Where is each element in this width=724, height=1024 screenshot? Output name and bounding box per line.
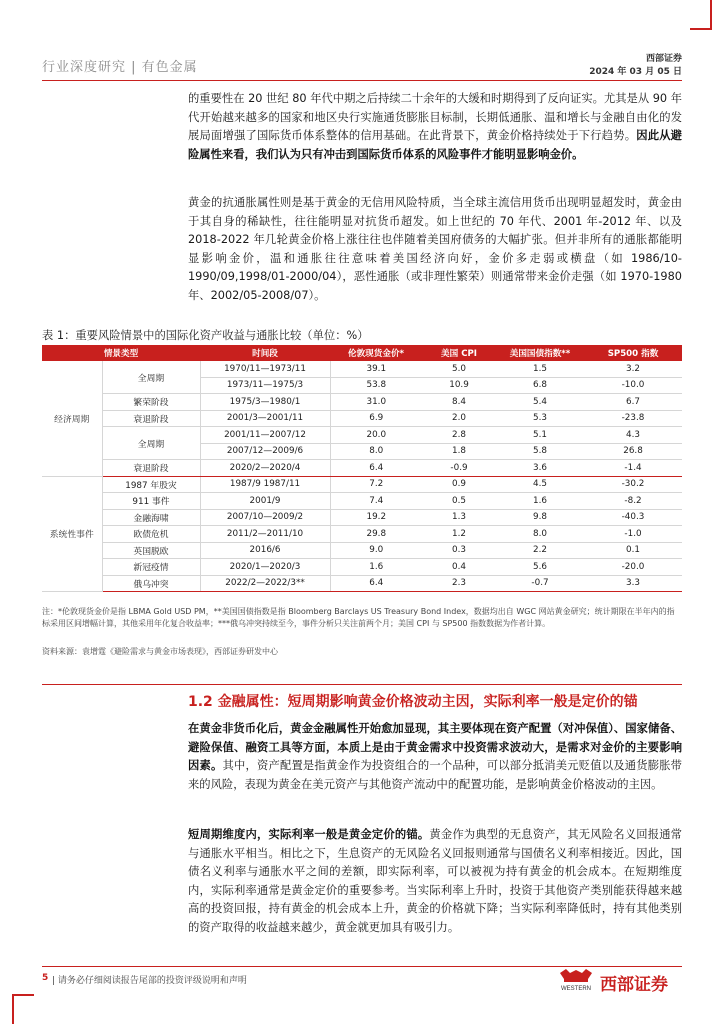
section-rule: [42, 684, 682, 685]
scenario-label: 全周期: [102, 361, 200, 394]
table-row: [42, 394, 682, 411]
paragraph-financial-attribute: [188, 720, 682, 794]
cpi-cell: 2.8: [422, 427, 496, 444]
paragraph-anti-inflation: [188, 194, 682, 306]
bond-cell: 5.4: [496, 394, 584, 411]
bond-cell: 1.5: [496, 361, 584, 377]
cpi-cell: 2.0: [422, 410, 496, 427]
risk-scenario-table: [42, 345, 682, 592]
period-cell: 1975/3—1980/1: [200, 394, 330, 411]
bond-cell: 6.8: [496, 377, 584, 394]
period-cell: 1970/11—1973/11: [200, 361, 330, 377]
table-row: [42, 460, 682, 477]
gold-cell: 1.6: [330, 559, 422, 576]
bond-cell: 5.1: [496, 427, 584, 444]
corner-decoration-bottom-horizontal: [12, 994, 34, 996]
gold-cell: 6.9: [330, 410, 422, 427]
gold-cell: 29.8: [330, 526, 422, 543]
sp500-cell: -1.0: [584, 526, 682, 543]
period-cell: 2001/9: [200, 493, 330, 510]
period-cell: 2001/11—2007/12: [200, 427, 330, 444]
gold-cell: 31.0: [330, 394, 422, 411]
sp500-cell: 6.7: [584, 394, 682, 411]
bond-cell: 5.8: [496, 443, 584, 460]
paragraph-text: 黄金作为典型的无息资产，其无风险名义回报通常与通胀水平相当。相比之下，生息资产的无风险名义回报则通常与国债名义利率相接近。因此，国债名义利率与通胀水平之间的差额，即实际利率，可以被视为持有黄金的机会成本。在短期维度内，实际利率通常是黄金定价的重要参考。当实际利率上升时，投资于其他资产类别能获得越来越高的投资回报，持有黄金的机会成本上升，黄金的价格就下降；当实际利率降低时，持有其他类别的资产取得的收益越来越少，黄金就更加具有吸引力。: [188, 828, 682, 934]
scenario-label: 衰退阶段: [102, 460, 200, 477]
cpi-cell: 0.9: [422, 476, 496, 493]
cpi-cell: 10.9: [422, 377, 496, 394]
period-cell: 2022/2—2022/3**: [200, 575, 330, 592]
table-title: 表 1：重要风险情景中的国际化资产收益与通胀比较（单位：%）: [42, 329, 369, 342]
cpi-cell: 0.3: [422, 542, 496, 559]
cpi-cell: 1.2: [422, 526, 496, 543]
table-header-cell: 时间段: [200, 345, 330, 361]
scenario-label: 全周期: [102, 427, 200, 460]
gold-cell: 39.1: [330, 361, 422, 377]
period-cell: 2020/2—2020/4: [200, 460, 330, 477]
bond-cell: 3.6: [496, 460, 584, 477]
gold-cell: 9.0: [330, 542, 422, 559]
header-firm: 西部证券: [645, 54, 682, 64]
scenario-label: 英国脱欧: [102, 542, 200, 559]
bond-cell: -0.7: [496, 575, 584, 592]
table-header-cell: 美国国债指数**: [496, 345, 584, 361]
sp500-cell: -10.0: [584, 377, 682, 394]
sp500-cell: -20.0: [584, 559, 682, 576]
paragraph-bold-text: 短周期维度内，实际利率一般是黄金定价的锚。: [188, 828, 430, 841]
cpi-cell: 1.3: [422, 509, 496, 526]
period-cell: 2011/2—2011/10: [200, 526, 330, 543]
scenario-label: 911 事件: [102, 493, 200, 510]
sp500-cell: 3.2: [584, 361, 682, 377]
table-row: [42, 509, 682, 526]
cpi-cell: 0.5: [422, 493, 496, 510]
logo-subtext: WESTERN: [561, 986, 591, 992]
scenario-label: 俄乌冲突: [102, 575, 200, 592]
sp500-cell: 4.3: [584, 427, 682, 444]
sp500-cell: 3.3: [584, 575, 682, 592]
cpi-cell: 2.3: [422, 575, 496, 592]
period-cell: 2001/3—2001/11: [200, 410, 330, 427]
cpi-cell: -0.9: [422, 460, 496, 477]
bond-cell: 9.8: [496, 509, 584, 526]
paragraph-real-rate: [188, 826, 682, 938]
sp500-cell: 26.8: [584, 443, 682, 460]
table-source: 资料来源：袁增霆《避险需求与黄金市场表现》，西部证券研发中心: [42, 647, 278, 656]
bond-cell: 8.0: [496, 526, 584, 543]
sp500-cell: -23.8: [584, 410, 682, 427]
bond-cell: 5.3: [496, 410, 584, 427]
cpi-cell: 1.8: [422, 443, 496, 460]
table-row: [42, 575, 682, 592]
gold-cell: 20.0: [330, 427, 422, 444]
paragraph-bold-text: 因此从避险属性来看，我们认为只有冲击到国际货币体系的风险事件才能明显影响金价。: [188, 129, 682, 161]
bond-cell: 5.6: [496, 559, 584, 576]
table-header-cell: 情景类型: [42, 345, 200, 361]
page-number: 5: [42, 973, 49, 983]
table-note: 注：*伦敦现货金价是指 LBMA Gold USD PM，**美国国债指数是指 Bloomberg Barclays US Treasury Bond Index，数据均出自 WGC 网站黄金研究；统计期限在半年内的指标采用区间增幅计算，其他采用年化复合收益率；***俄乌冲突持续至今，事件分析只关注前两个月；美国 CPI 与 SP500 指数数据为作者计算。: [42, 607, 675, 628]
table-row: [42, 542, 682, 559]
corner-decoration-bottom-vertical: [12, 994, 14, 1024]
table-row: [42, 410, 682, 427]
period-cell: 2007/12—2009/6: [200, 443, 330, 460]
sp500-cell: -30.2: [584, 476, 682, 493]
table-header-row: [42, 345, 682, 361]
paragraph-text: 黄金的抗通胀属性则是基于黄金的无信用风险特质，当全球主流信用货币出现明显超发时，黄金由于其自身的稀缺性，往往能明显对抗货币超发。如上世纪的 70 年代、2001 年-2012 年、以及 2018-2022 年几轮黄金价格上涨往往也伴随着美国府债务的大幅扩张。但并非所有的通胀都能明显影响金价，温和通胀往往意味着美国经济向好，金价多走弱或横盘（如 1986/10-1990/09,1998/01-2000/04），恶性通胀（或非理性繁荣）则通常带来金价走强（如 1970-1980 年、2002/05-2008/07）。: [188, 196, 682, 302]
period-cell: 2007/10—2009/2: [200, 509, 330, 526]
group-label: 系统性事件: [42, 476, 102, 592]
section-title: 1.2 金融属性：短周期影响黄金价格波动主因，实际利率一般是定价的锚: [188, 694, 638, 710]
period-cell: 2020/1—2020/3: [200, 559, 330, 576]
scenario-label: 衰退阶段: [102, 410, 200, 427]
table-row: [42, 476, 682, 493]
sp500-cell: -1.4: [584, 460, 682, 477]
paragraph-bold-text: 在黄金非货币化后，黄金金融属性开始愈加显现，其主要体现在资产配置（对冲保值）、国家储备、避险保值、融资工具等方面，本质上是由于黄金需求中投资需求波动大，是需求对金价的主要影响因素。: [188, 722, 682, 773]
gold-cell: 7.2: [330, 476, 422, 493]
bond-cell: 1.6: [496, 493, 584, 510]
footer-disclaimer: | 请务必仔细阅读报告尾部的投资评级说明和声明: [52, 976, 247, 986]
scenario-label: 新冠疫情: [102, 559, 200, 576]
gold-cell: 7.4: [330, 493, 422, 510]
scenario-label: 繁荣阶段: [102, 394, 200, 411]
bond-cell: 4.5: [496, 476, 584, 493]
period-cell: 2016/6: [200, 542, 330, 559]
paragraph-safe-haven: [188, 90, 682, 164]
scenario-label: 金融海啸: [102, 509, 200, 526]
gold-cell: 6.4: [330, 575, 422, 592]
corner-decoration-top-vertical: [710, 0, 712, 30]
header-category: 行业深度研究 | 有色金属: [42, 60, 198, 75]
firm-logo-text: 西部证券: [600, 975, 668, 995]
table-row: [42, 559, 682, 576]
table-row: [42, 526, 682, 543]
period-cell: 1987/9 1987/11: [200, 476, 330, 493]
firm-logo-icon: [556, 967, 596, 993]
table-header-cell: 伦敦现货金价*: [330, 345, 422, 361]
gold-cell: 6.4: [330, 460, 422, 477]
cpi-cell: 0.4: [422, 559, 496, 576]
gold-cell: 8.0: [330, 443, 422, 460]
paragraph-text: 的重要性在 20 世纪 80 年代中期之后持续二十余年的大缓和时期得到了反向证实。尤其是从 90 年代开始越来越多的国家和地区央行实施通货膨胀目标制，长期低通胀、温和增长与金融自由化的发展局面增强了国际货币体系整体的信用基础。在此背景下，黄金价格持续处于下行趋势。: [188, 92, 682, 143]
header-date: 2024 年 03 月 05 日: [589, 67, 682, 77]
gold-cell: 19.2: [330, 509, 422, 526]
gold-cell: 53.8: [330, 377, 422, 394]
sp500-cell: 0.1: [584, 542, 682, 559]
period-cell: 1973/11—1975/3: [200, 377, 330, 394]
group-label: 经济周期: [42, 361, 102, 476]
corner-decoration-top-horizontal: [690, 28, 712, 30]
sp500-cell: -8.2: [584, 493, 682, 510]
table-header-cell: 美国 CPI: [422, 345, 496, 361]
scenario-label: 欧债危机: [102, 526, 200, 543]
sp500-cell: -40.3: [584, 509, 682, 526]
header-rule: [42, 80, 682, 81]
table-row: [42, 427, 682, 444]
table-row: [42, 493, 682, 510]
table-row: [42, 361, 682, 377]
scenario-label: 1987 年股灾: [102, 476, 200, 493]
cpi-cell: 8.4: [422, 394, 496, 411]
paragraph-text: 其中，资产配置是指黄金作为投资组合的一个品种，可以部分抵消美元贬值以及通货膨胀带来的风险，表现为黄金在美元资产与其他资产流动中的配置功能，是影响黄金价格波动的主因。: [188, 759, 682, 791]
table-header-cell: SP500 指数: [584, 345, 682, 361]
cpi-cell: 5.0: [422, 361, 496, 377]
bond-cell: 2.2: [496, 542, 584, 559]
